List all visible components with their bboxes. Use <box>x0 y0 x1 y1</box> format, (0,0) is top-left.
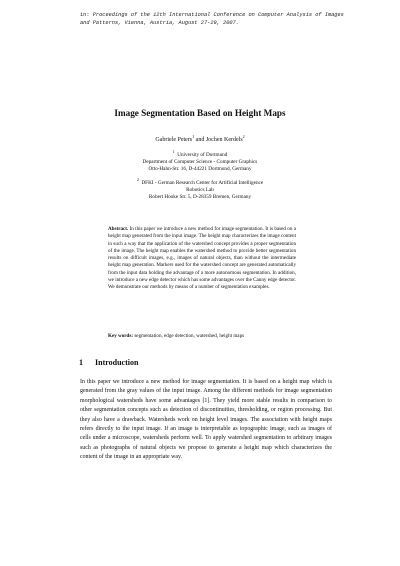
author-name: Gabriele Peters <box>155 137 193 143</box>
abstract-label: Abstract. <box>108 226 129 232</box>
section-title: Introduction <box>95 358 139 367</box>
affiliation-line: Department of Computer Science - Computer Graphics <box>142 159 258 166</box>
keywords-label: Key words: <box>108 333 134 339</box>
keywords <box>108 333 296 340</box>
affiliation-line: $^2$ DFKI - German Research Center for Artificial Intelligence <box>136 177 264 186</box>
affiliation-block <box>0 177 400 202</box>
affiliation-line: $^1$ University of Dortmund <box>172 149 228 158</box>
section-number: 1 <box>79 358 83 367</box>
author-name: Jochen Kerdels <box>205 137 243 143</box>
citation-text: Proceedings of the 12th International Conference on Computer Analysis of Images and Patterns, Vienna, Austria, August 27-29, 2007. <box>80 12 344 27</box>
section-heading <box>79 358 138 367</box>
abstract <box>108 226 296 292</box>
affiliation-marker: 2 <box>242 134 245 139</box>
affiliation-line: Otto-Hahn-Str. 16, D-44221 Dortmund, Germany <box>148 166 252 173</box>
affiliation-marker: 1 <box>192 134 195 139</box>
affiliation-block <box>0 149 400 174</box>
intro-paragraph: In this paper we introduce a new method for image segmentation. It is based on a height map which is generated from the gray values of the input image. Among the different methods for image segmentation morphological watersheds have some advantages [1]. They yield more stable results in comparison to other segmentation concepts such as detection of discontinuities, thresholding, or region processing. But they also have a drawback. Watersheds work on height level images. The association with height maps refers directly to the input image. If an image is interpretable as topographic image, such as images of cells under a microscope, watersheds perform well. To apply watershed segmentation to arbitrary images such as photographs of natural objects we propose to generate a height map which characterizes the content of the image in an appropriate way. <box>80 379 332 461</box>
affiliation-line: Robert Hooke Str. 5, D-28359 Bremen, Germany <box>148 194 252 201</box>
keywords-text: segmentation, edge detection, watershed, height maps <box>134 333 245 339</box>
affiliation-marker: 1 <box>172 149 175 154</box>
abstract-text: In this paper we introduce a new method for image segmentation. It is based on a height map generated from the input image. The height map characterizes the image content in such a way that the application of the watershed concept provides a proper segmentation of the image. The height map enables the watershed method to provide better segmentation results on difficult images, e.g., images of natural objects, than without the intermediate height map generation. Markers used for the watershed concept are generated automatically from the input data holding the advantage of a more autonomous segmentation. In addition, we introduce a new edge detector which has some advantages over the Canny edge detector. We demonstrate our methods by means of a number of segmentation examples. <box>108 226 296 291</box>
affiliation-line: Robotics Lab <box>186 187 214 194</box>
affiliation-marker: 2 <box>136 177 139 182</box>
paper-title: Image Segmentation Based on Height Maps <box>114 108 286 118</box>
citation-prefix: in: <box>80 12 90 18</box>
proceedings-citation <box>80 11 352 28</box>
author-list <box>0 134 400 143</box>
author-conjunction: and <box>194 137 206 143</box>
